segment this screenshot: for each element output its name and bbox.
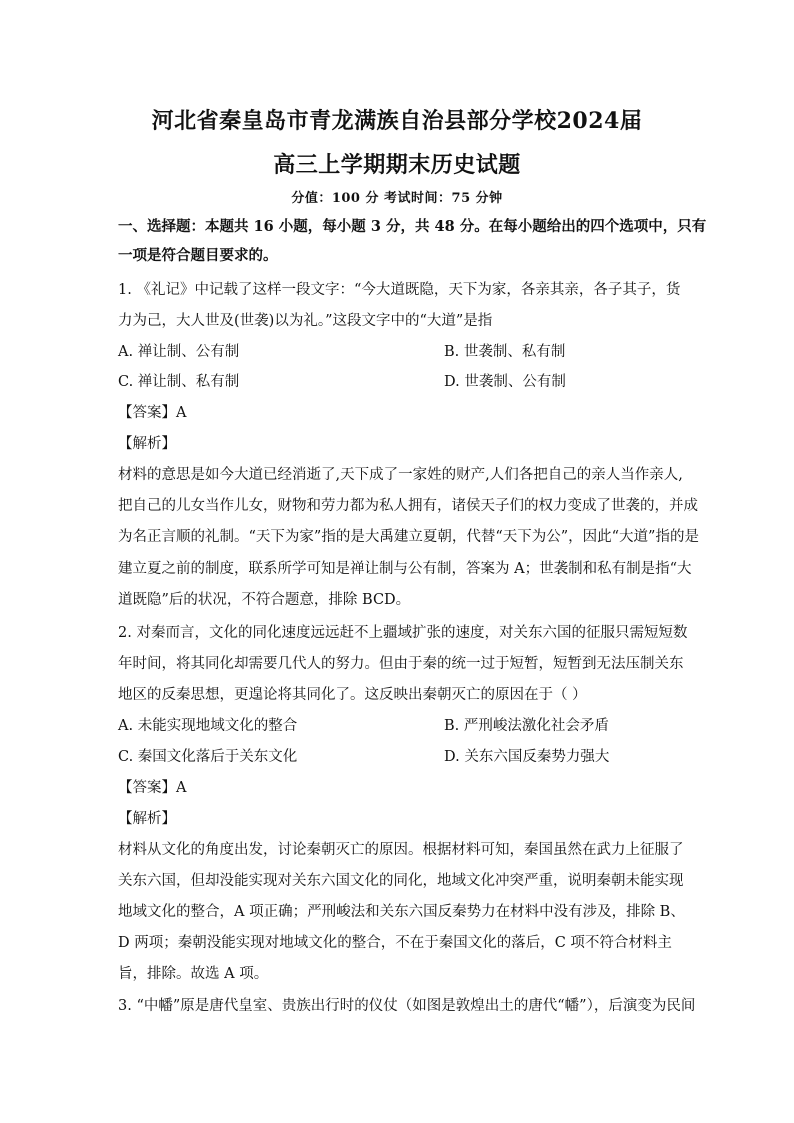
question-1-option-b: B. 世袭制、私有制 — [444, 344, 566, 360]
section-heading-line2: 一项是符合题目要求的。 — [118, 247, 278, 264]
question-2-analysis-line5: 旨，排除。故选 A 项。 — [118, 966, 269, 982]
section-heading-line1: 一、选择题：本题共 16 小题，每小题 3 分，共 48 分。在每小题给出的四个选项中，只有 — [118, 218, 707, 235]
question-2-analysis-line2: 关东六国，但却没能实现对关东六国文化的同化，地域文化冲突严重，说明秦朝未能实现 — [118, 873, 684, 889]
question-2-stem-line2: 年时间，将其同化却需要几代人的努力。但由于秦的统一过于短暂，短暂到无法压制关东 — [118, 656, 684, 672]
question-2-option-d: D. 关东六国反秦势力强大 — [444, 749, 610, 765]
exam-meta: 分值：100 分 考试时间：75 分钟 — [291, 191, 503, 206]
question-1-analysis-line2: 把自己的儿女当作儿女，财物和劳力都为私人拥有，诸侯天子们的权力变成了世袭的，并成 — [118, 498, 698, 514]
question-1-analysis-line3: 为名正言顺的礼制。“天下为家”指的是大禹建立夏朝，代替“天下为公”，因此“大道”指的是 — [118, 529, 699, 545]
document-title-line2: 高三上学期期末历史试题 — [273, 152, 521, 178]
question-2-stem-line1: 2. 对秦而言，文化的同化速度远远赶不上疆域扩张的速度，对关东六国的征服只需短短数 — [118, 625, 688, 641]
document-title-line1: 河北省秦皇岛市青龙满族自治县部分学校2024届 — [151, 108, 643, 134]
question-1-option-c: C. 禅让制、私有制 — [118, 374, 240, 390]
question-1-analysis-line5: 道既隐”后的状况，不符合题意，排除 BCD。 — [118, 592, 411, 608]
question-1-answer: 【答案】A — [118, 405, 187, 421]
question-1-stem-line2: 力为己，大人世及(世袭)以为礼。”这段文字中的“大道”是指 — [118, 313, 493, 329]
question-2-analysis-label: 【解析】 — [118, 811, 176, 827]
question-1-analysis-line4: 建立夏之前的制度，联系所学可知是禅让制与公有制，答案为 A；世袭制和私有制是指“大 — [118, 561, 692, 577]
question-2-option-a: A. 未能实现地域文化的整合 — [118, 718, 298, 734]
question-2-option-c: C. 秦国文化落后于关东文化 — [118, 749, 298, 765]
question-2-answer: 【答案】A — [118, 780, 187, 796]
question-1-stem-line1: 1. 《礼记》中记载了这样一段文字：“今大道既隐，天下为家，各亲其亲，各子其子，货 — [118, 282, 681, 298]
question-2-analysis-line3: 地域文化的整合，A 项正确；严刑峻法和关东六国反秦势力在材料中没有涉及，排除 B、 — [118, 904, 685, 920]
question-2-analysis-line1: 材料从文化的角度出发，讨论秦朝灭亡的原因。根据材料可知，秦国虽然在武力上征服了 — [118, 842, 684, 858]
question-2-stem-line3: 地区的反秦思想，更遑论将其同化了。这反映出秦朝灭亡的原因在于（ ） — [118, 687, 587, 703]
question-1-option-d: D. 世袭制、公有制 — [444, 374, 566, 390]
question-1-analysis-line1: 材料的意思是如今大道已经消逝了,天下成了一家姓的财产,人们各把自己的亲人当作亲人, — [118, 467, 683, 483]
question-1-option-a: A. 禅让制、公有制 — [118, 344, 240, 360]
question-2-analysis-line4: D 两项；秦朝没能实现对地域文化的整合，不在于秦国文化的落后，C 项不符合材料主 — [118, 935, 672, 951]
question-1-analysis-label: 【解析】 — [118, 436, 176, 452]
question-3-stem-line1: 3. “中幡”原是唐代皇室、贵族出行时的仪仗（如图是敦煌出土的唐代“幡”），后演变为民间 — [118, 998, 696, 1014]
question-2-option-b: B. 严刑峻法激化社会矛盾 — [444, 718, 609, 734]
